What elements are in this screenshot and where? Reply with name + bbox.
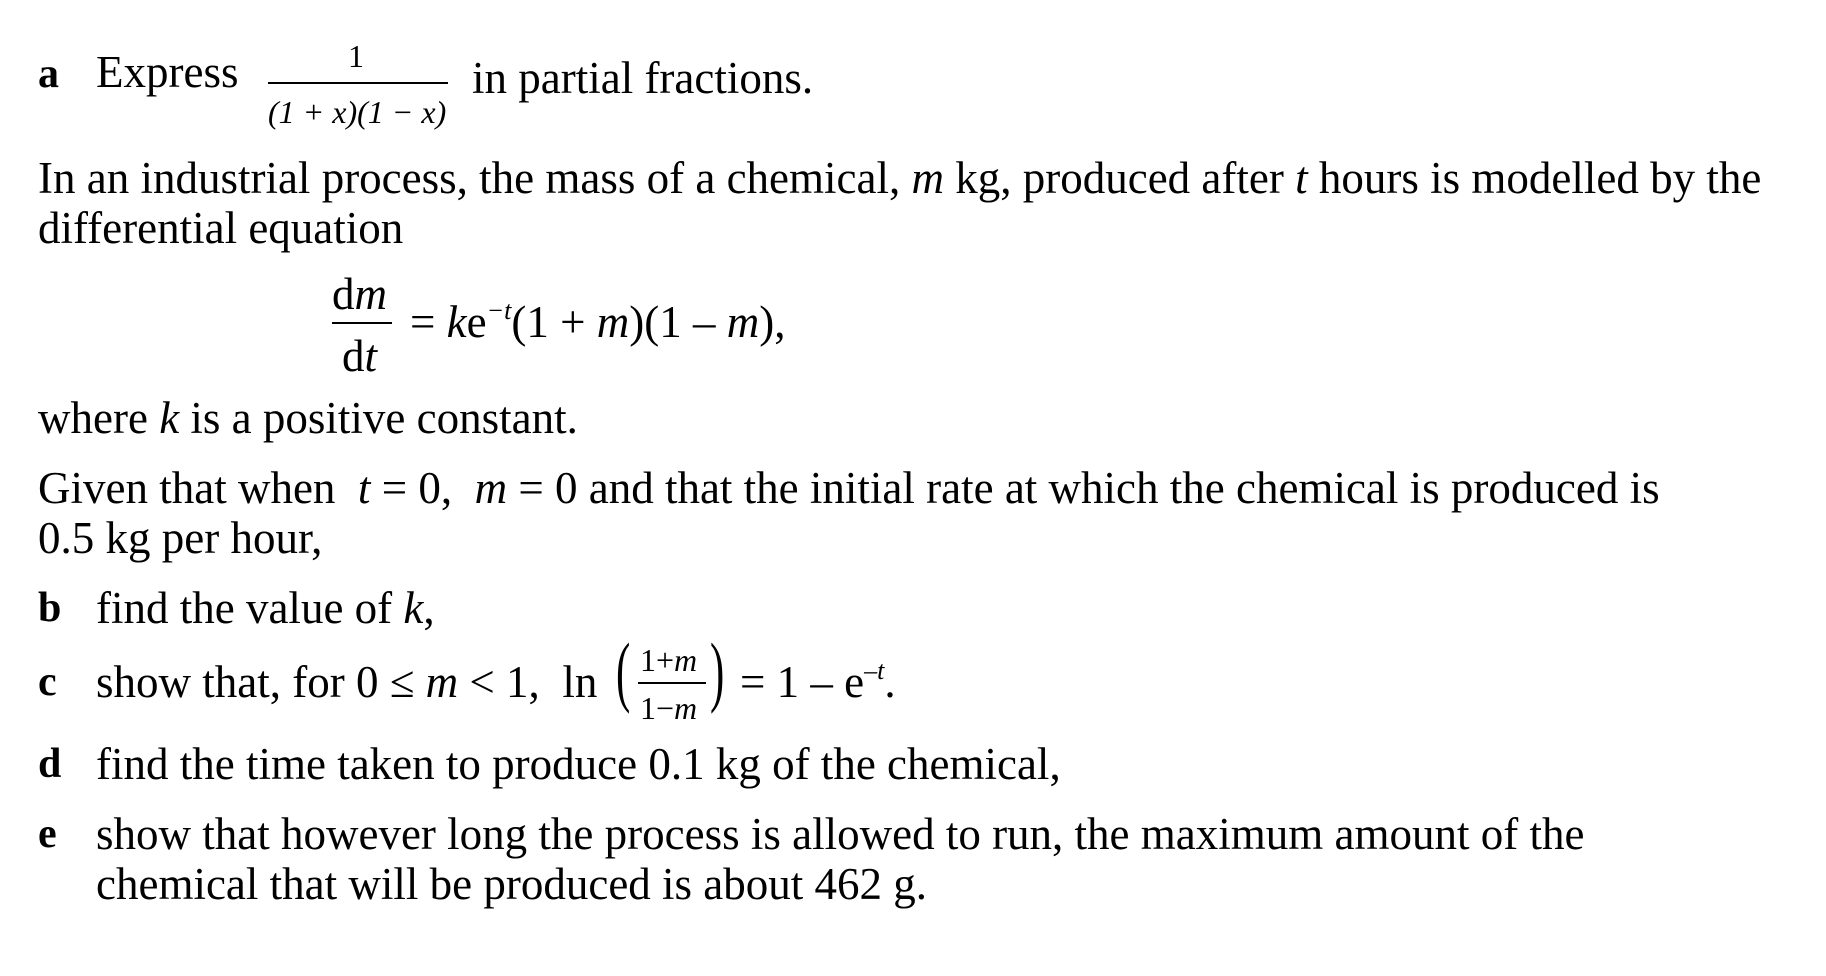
equation-rhs: = $ke^{-t}(1 + m)(1 - m)$, [410, 296, 786, 347]
equation-fraction-bar [332, 322, 392, 324]
part-c-rhs: = $1 - e^{-t}$. [740, 656, 896, 707]
equation-numerator: dm [332, 269, 387, 319]
part-d-label: d [38, 741, 62, 787]
part-b-label: b [38, 585, 62, 631]
part-e-line-1: show that however long the process is allowed to run, the maximum amount of the [96, 809, 1585, 859]
part-e-label: e [38, 811, 57, 857]
part-a-fraction-numerator: 1 [348, 38, 364, 74]
equation-denominator: dt [342, 331, 378, 381]
part-d-text: find the time taken to produce 0.1 kg of the chemical, [96, 739, 1061, 789]
part-c-text: show that, for 0 ≤ m < 1, ln [96, 657, 598, 707]
part-c-fraction-denominator: 1−m [640, 690, 698, 726]
intro-line-1: In an industrial process, the mass of a chemical, m kg, produced after t hours is modelled by the [38, 153, 1762, 203]
part-a-text-after: in partial fractions. [472, 53, 814, 103]
part-c-fraction-numerator: 1+m [640, 642, 698, 678]
given-line-1: Given that when t = 0, m = 0 and that the initial rate at which the chemical is produced is [38, 463, 1660, 513]
part-c-right-paren: ) [710, 627, 725, 714]
given-line-2: 0.5 kg per hour, [38, 513, 323, 563]
part-e-line-2: chemical that will be produced is about 462 g. [96, 859, 928, 909]
part-a-label: a [38, 51, 59, 97]
part-c-fraction-bar [638, 682, 706, 684]
part-b-text: find the value of k, [96, 583, 435, 633]
part-c-left-paren: ( [616, 627, 631, 714]
part-c-label: c [38, 659, 57, 705]
part-a-text-before: Express [96, 47, 239, 97]
part-a-fraction-denominator: (1 + x)(1 − x) [268, 94, 447, 130]
intro-line-2: differential equation [38, 203, 404, 253]
where-line: where k is a positive constant. [38, 393, 578, 443]
part-a-fraction-bar [268, 82, 448, 84]
